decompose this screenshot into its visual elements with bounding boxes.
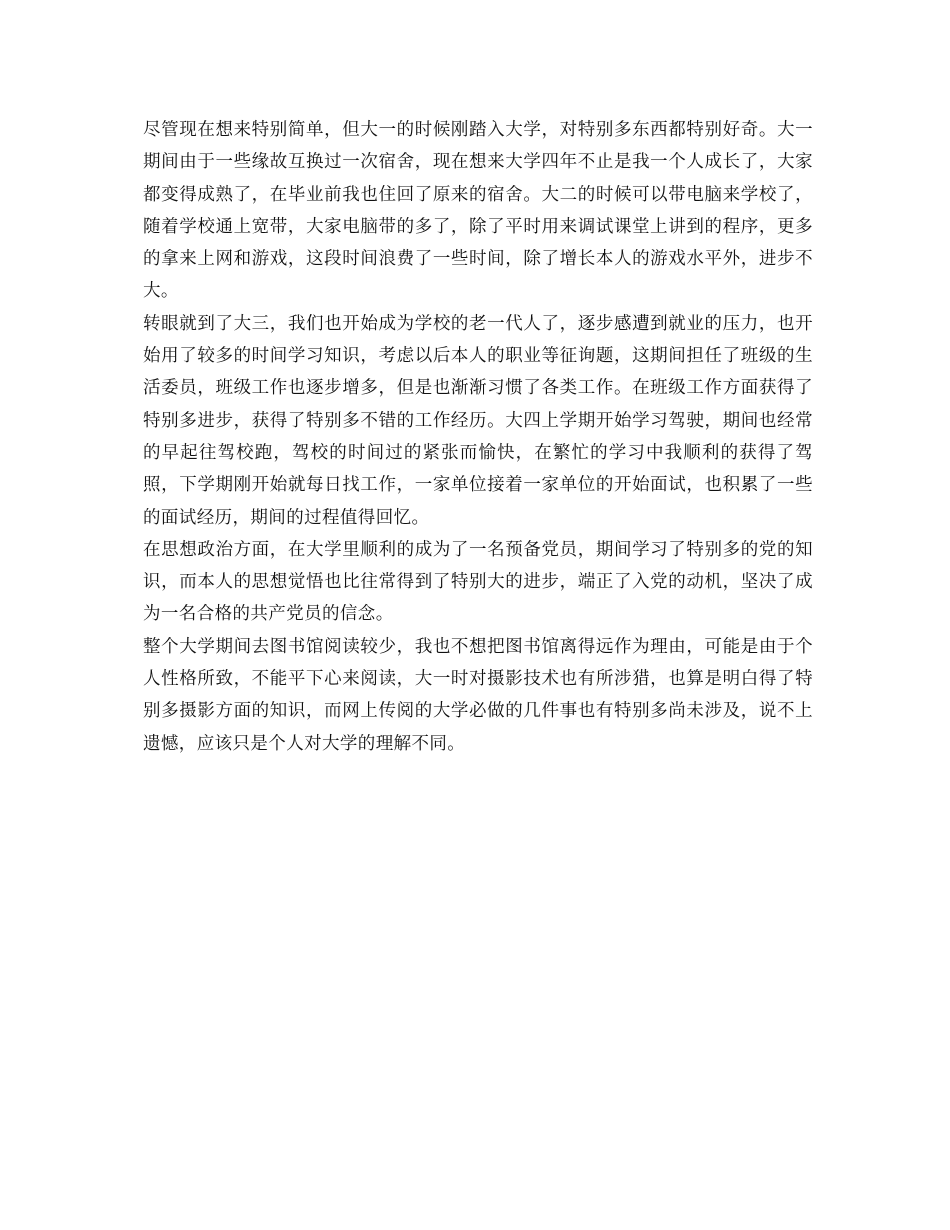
paragraph-political-thought: 在思想政治方面，在大学里顺利的成为了一名预备党员，期间学习了特别多的党的知识，而本人的思想觉悟也比往常得到了特别大的进步，端正了入党的动机，坚决了成为一名合格的共产党员的信念。 (143, 539, 813, 625)
paragraph-junior-senior-years: 转眼就到了大三，我们也开始成为学校的老一代人了，逐步感遭到就业的压力，也开始用了较多的时间学习知识，考虑以后本人的职业等征询题，这期间担任了班级的生活委员，班级工作也逐步增多，但是也渐渐习惯了各类工作。在班级工作方面获得了特别多进步，获得了特别多不错的工作经历。大四上学期开始学习驾驶，期间也经常的早起往驾校跑，驾校的时间过的紧张而愉快，在繁忙的学习中我顺利的获得了驾照，下学期刚开始就每日找工作，一家单位接着一家单位的开始面试，也积累了一些的面试经历，期间的过程值得回忆。 (143, 313, 813, 528)
document-body (143, 114, 813, 760)
paragraph-first-years: 尽管现在想来特别简单，但大一的时候刚踏入大学，对特别多东西都特别好奇。大一期间由于一些缘故互换过一次宿舍，现在想来大学四年不止是我一个人成长了，大家都变得成熟了，在毕业前我也住回了原来的宿舍。大二的时候可以带电脑来学校了，随着学校通上宽带，大家电脑带的多了，除了平时用来调试课堂上讲到的程序，更多的拿来上网和游戏，这段时间浪费了一些时间，除了增长本人的游戏水平外，进步不大。 (143, 120, 813, 302)
paragraph-reading-and-hobbies: 整个大学期间去图书馆阅读较少，我也不想把图书馆离得远作为理由，可能是由于个人性格所致，不能平下心来阅读，大一时对摄影技术也有所涉猎，也算是明白得了特别多摄影方面的知识，而网上传阅的大学必做的几件事也有特别多尚未涉及，说不上遗憾，应该只是个人对大学的理解不同。 (143, 636, 813, 754)
